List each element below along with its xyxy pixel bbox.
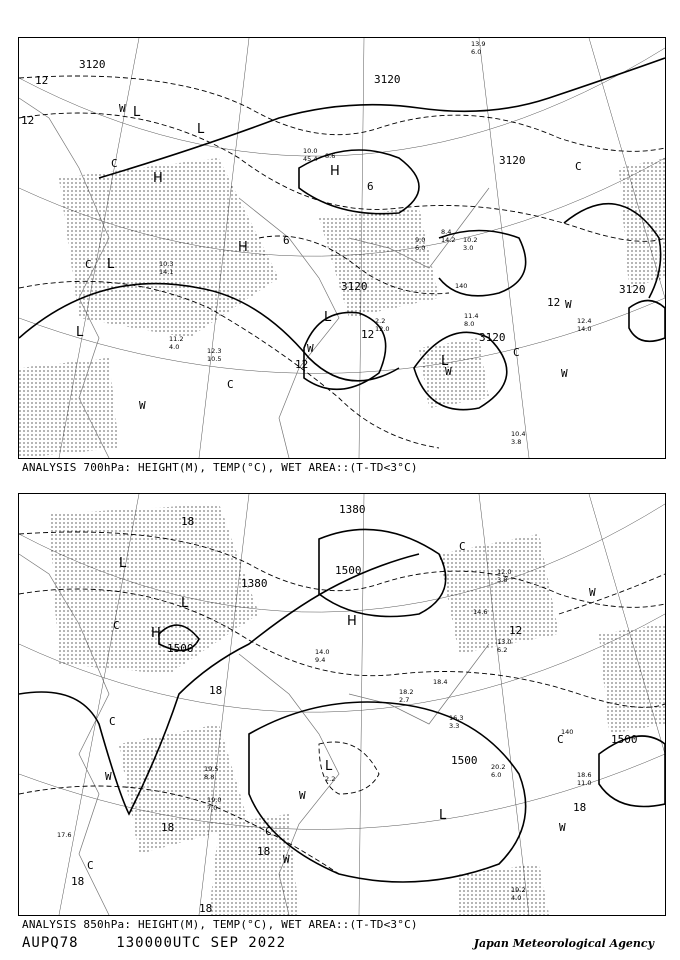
warm-center: W xyxy=(445,365,452,378)
product-code: AUPQ78 xyxy=(22,935,79,951)
warm-center: W xyxy=(139,399,146,412)
cold-center: C xyxy=(265,825,272,838)
contour-label: 1380 xyxy=(339,503,366,516)
station-value: 8.0 xyxy=(464,320,475,328)
low-center: L xyxy=(181,596,189,611)
cold-center: C xyxy=(111,157,118,170)
high-center: H xyxy=(151,626,161,641)
isotherm-label: 18 xyxy=(573,801,587,814)
station-value: 10.2 xyxy=(463,236,478,244)
map-700hpa xyxy=(19,38,665,458)
high-center: H xyxy=(330,164,340,179)
warm-center: W xyxy=(565,298,572,311)
station-value: 18.2 xyxy=(399,688,414,696)
warm-center: W xyxy=(307,342,314,355)
station-value: 14.1 xyxy=(159,268,174,276)
low-center: L xyxy=(441,354,449,369)
station-value: 12.3 xyxy=(207,347,222,355)
isotherm-label: 12 xyxy=(509,624,523,637)
station-value: 14.6 xyxy=(473,608,488,616)
low-center: L xyxy=(107,257,115,272)
isotherm-label: 18 xyxy=(181,515,195,528)
cold-center: C xyxy=(85,258,92,271)
longitude-tick: 140 xyxy=(561,728,574,736)
high-center: H xyxy=(238,240,248,255)
station-value: 6.2 xyxy=(497,646,508,654)
cold-center: C xyxy=(113,619,120,632)
station-value: 13.9 xyxy=(471,40,486,48)
warm-center: W xyxy=(283,853,290,866)
station-value: 14.0 xyxy=(577,325,592,333)
longitude-tick: 140 xyxy=(455,282,468,290)
isotherm-label: 18 xyxy=(199,902,213,915)
contour-label: 3120 xyxy=(479,331,506,344)
isotherm-label: 6 xyxy=(367,180,374,193)
station-value: 2.2 xyxy=(325,775,336,783)
chart-700hpa xyxy=(18,37,666,459)
cold-center: C xyxy=(87,859,94,872)
station-value: 18.6 xyxy=(577,771,592,779)
contour-label: 3120 xyxy=(619,283,646,296)
station-value: 9.4 xyxy=(315,656,326,664)
isotherm-label: 12 xyxy=(361,328,375,341)
station-value: 11.2 xyxy=(169,335,184,343)
low-center: L xyxy=(133,105,141,120)
station-value: 6.0 xyxy=(491,771,502,779)
map-850hpa xyxy=(19,494,665,915)
station-value: 45.4 xyxy=(303,155,318,163)
station-value: 18.4 xyxy=(433,678,448,686)
station-value: 2.2 xyxy=(375,317,386,325)
contour-label: 1380 xyxy=(241,577,268,590)
warm-center: W xyxy=(559,821,566,834)
contour-label: 3120 xyxy=(374,73,401,86)
station-value: 19.5 xyxy=(204,765,219,773)
station-value: 10.3 xyxy=(159,260,174,268)
low-center: L xyxy=(119,556,127,571)
station-value: 8.4 xyxy=(441,228,452,236)
station-value: 3.3 xyxy=(449,722,460,730)
station-value: 3.8 xyxy=(511,438,522,446)
cold-center: C xyxy=(227,378,234,391)
contour-label: 1500 xyxy=(451,754,478,767)
station-value: 11.0 xyxy=(577,779,592,787)
low-center: L xyxy=(439,808,447,823)
cold-center: C xyxy=(557,733,564,746)
cold-center: C xyxy=(513,346,520,359)
warm-center: W xyxy=(561,367,568,380)
cold-center: C xyxy=(109,715,116,728)
high-center: H xyxy=(347,614,357,629)
isotherm-label: 18 xyxy=(257,845,271,858)
warm-center: W xyxy=(105,770,112,783)
low-center: L xyxy=(76,325,84,340)
contour-label: 1500 xyxy=(335,564,362,577)
agency-name: Japan Meteorological Agency xyxy=(473,937,654,950)
low-center: L xyxy=(324,310,332,325)
station-value: 13.0 xyxy=(497,638,512,646)
isotherm-label: 12 xyxy=(547,296,561,309)
station-value: 17.6 xyxy=(57,831,72,839)
chart-identifier xyxy=(22,935,286,951)
low-center: L xyxy=(325,759,333,774)
station-value: 6.0 xyxy=(471,48,482,56)
station-value: 10.4 xyxy=(511,430,526,438)
contour-label: 1500 xyxy=(167,642,194,655)
contour-label: 3120 xyxy=(79,58,106,71)
station-value: 20.2 xyxy=(491,763,506,771)
contour-label: 3120 xyxy=(341,280,368,293)
isotherm-label: 18 xyxy=(209,684,223,697)
station-value: 19.0 xyxy=(207,796,222,804)
isotherm-label: 12 xyxy=(21,114,35,127)
chart-850hpa xyxy=(18,493,666,916)
warm-center: W xyxy=(299,789,306,802)
isotherm-label: 18 xyxy=(71,875,85,888)
station-value: 14.2 xyxy=(441,236,456,244)
contour-label: 1500 xyxy=(611,733,638,746)
station-value: 4.0 xyxy=(511,894,522,902)
contour-label: 3120 xyxy=(499,154,526,167)
station-value: 2.7 xyxy=(399,696,410,704)
station-value: 12.0 xyxy=(497,568,512,576)
isotherm-label: 12 xyxy=(35,74,49,87)
cold-center: C xyxy=(575,160,582,173)
cold-center: C xyxy=(459,540,466,553)
isotherm-label: 18 xyxy=(161,821,175,834)
isotherm-label: 12 xyxy=(295,358,309,371)
low-center: L xyxy=(197,122,205,137)
station-value: 16.3 xyxy=(449,714,464,722)
station-value: 12.4 xyxy=(577,317,592,325)
station-value: 9.0 xyxy=(415,236,426,244)
station-value: 6.0 xyxy=(415,244,426,252)
station-value: 14.0 xyxy=(315,648,330,656)
high-center: H xyxy=(153,171,163,186)
station-value: 4.0 xyxy=(169,343,180,351)
station-value: 7.0 xyxy=(207,804,218,812)
station-value: 10.5 xyxy=(207,355,222,363)
station-value: 12.0 xyxy=(375,325,390,333)
station-value: 11.4 xyxy=(464,312,479,320)
station-value: 19.2 xyxy=(511,886,526,894)
warm-center: W xyxy=(589,586,596,599)
station-value: 8.8 xyxy=(204,773,215,781)
caption-700hpa: ANALYSIS 700hPa: HEIGHT(M), TEMP(°C), WET AREA::(T-TD<3°C) xyxy=(22,461,418,474)
station-value: 8.6 xyxy=(325,152,336,160)
valid-time: 130000UTC SEP 2022 xyxy=(116,935,287,951)
caption-850hpa: ANALYSIS 850hPa: HEIGHT(M), TEMP(°C), WET AREA::(T-TD<3°C) xyxy=(22,918,418,931)
station-value: 10.0 xyxy=(303,147,318,155)
warm-center: W xyxy=(119,102,126,115)
station-value: 3.8 xyxy=(497,576,508,584)
station-value: 3.0 xyxy=(463,244,474,252)
isotherm-label: 6 xyxy=(283,234,290,247)
